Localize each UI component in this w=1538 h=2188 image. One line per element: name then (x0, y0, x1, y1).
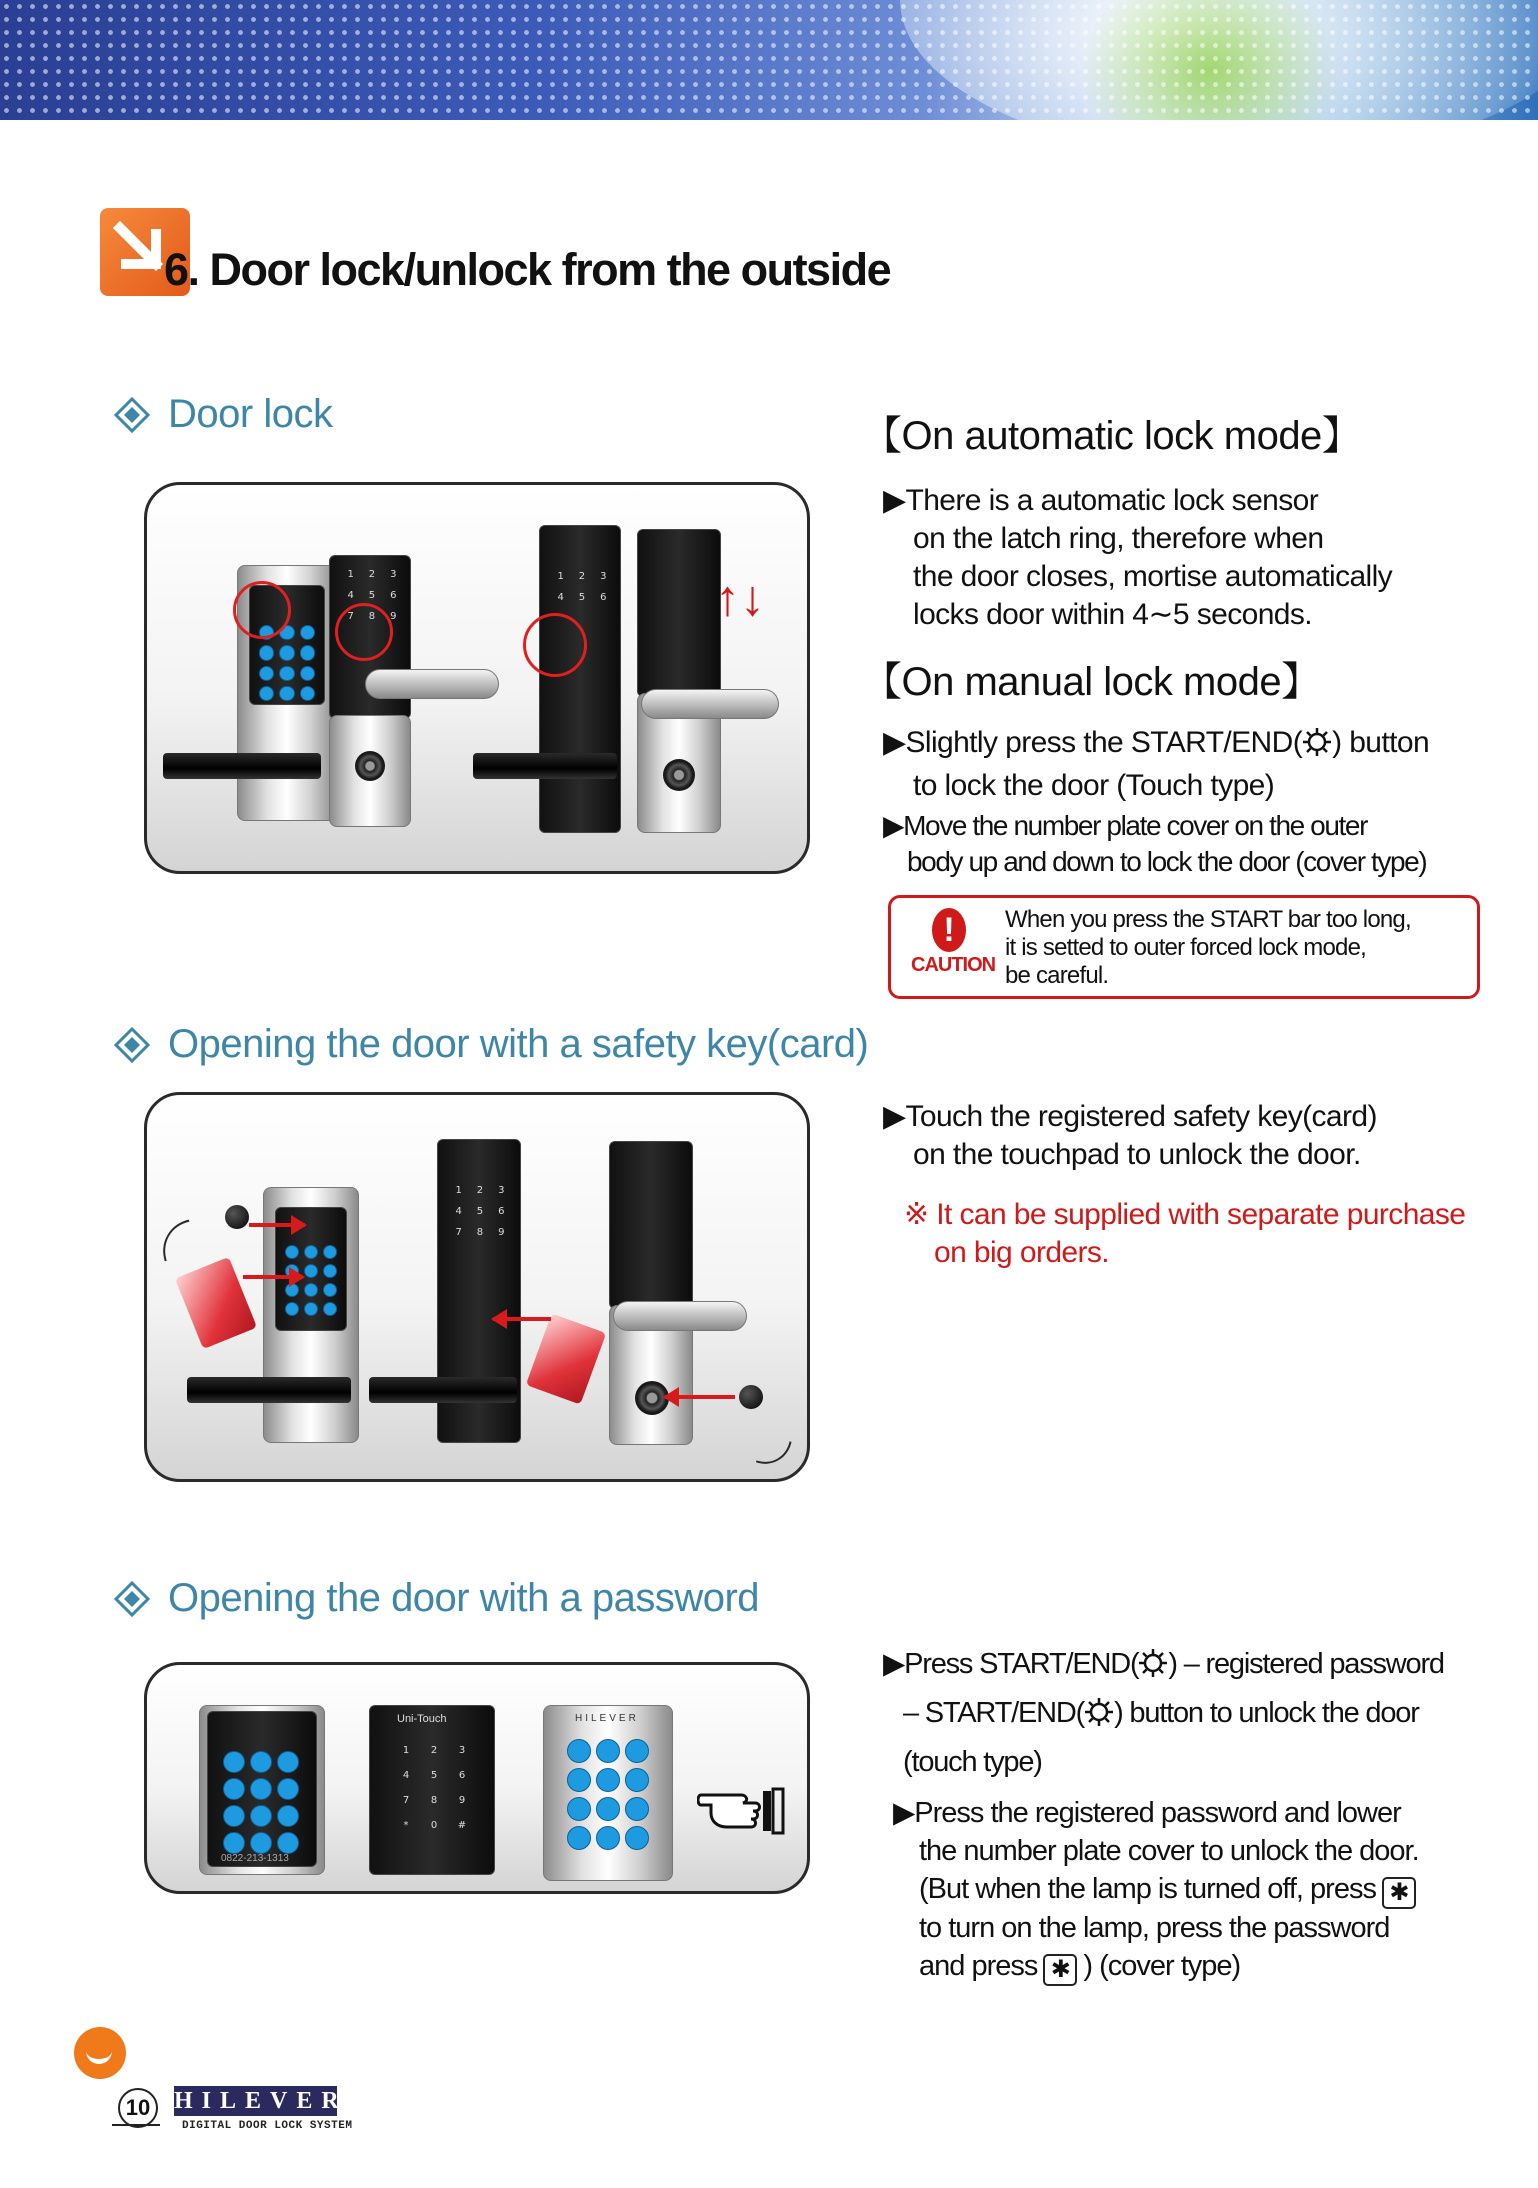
pointing-hand-icon (697, 1775, 787, 1840)
touch-keypad-long: 1 2 3 4 5 6 7 8 9 (455, 1185, 505, 1238)
red-arrow (665, 1395, 735, 1399)
diamond-icon (114, 1581, 150, 1617)
up-down-arrows-icon: ↑↓ (715, 570, 765, 626)
password-touch-text: ▶Press START/END( ) – registered password – START/END( ) button to unlock the door (touch type) (883, 1648, 1444, 1778)
password-photo-panel (144, 1662, 810, 1894)
section-heading-password: Opening the door with a password (114, 1576, 759, 1621)
lock-touch-silver (609, 1141, 693, 1309)
hilever-device-label: HILEVER (575, 1713, 639, 1724)
exclamation-icon: ! (932, 908, 966, 952)
star-key-icon: ✱ (1043, 1954, 1077, 1986)
key-fob (225, 1205, 249, 1229)
door-lock-photo-panel (144, 482, 810, 874)
safety-key-text: ▶Touch the registered safety key(card) on the touchpad to unlock the door. (883, 1100, 1377, 1171)
key-card (526, 1313, 606, 1404)
brand-logo: HILEVER (174, 2088, 348, 2114)
safety-key-photo-panel (144, 1092, 810, 1482)
star-key-icon: ✱ (1382, 1877, 1416, 1909)
password-cover-text: ▶Press the registered password and lower the number plate cover to unlock the door. (But when the lamp is turned off, press ✱ to turn on the lamp, press the password and press ✱ ) (cover type) (893, 1794, 1422, 1986)
red-arrow (243, 1275, 303, 1279)
footer-smile-icon (74, 2027, 126, 2079)
start-end-sun-icon (1302, 727, 1332, 767)
phone-label: 0822-213-1313 (221, 1853, 289, 1864)
red-arrow (249, 1223, 305, 1227)
page-number-underline (112, 2124, 160, 2126)
highlight-circle (335, 603, 393, 661)
start-end-sun-icon (1084, 1696, 1114, 1740)
brand-subtitle: DIGITAL DOOR LOCK SYSTEM (182, 2120, 353, 2132)
lever-handle (369, 1377, 517, 1403)
silver-handle (365, 669, 499, 699)
key-cylinder (663, 759, 695, 791)
lever-handle (187, 1377, 351, 1403)
section-heading-door-lock: Door lock (114, 392, 332, 437)
section-heading-safety-key: Opening the door with a safety key(card) (114, 1022, 868, 1067)
diamond-icon (114, 1027, 150, 1063)
start-end-sun-icon (1138, 1647, 1168, 1691)
touch-keypad: 1 2 3 4 5 6 7 8 9 (347, 569, 397, 622)
key-cylinder (355, 751, 385, 781)
highlight-circle (233, 581, 291, 639)
unitouch-label: Uni-Touch (397, 1713, 447, 1725)
safety-key-note: ※ It can be supplied with separate purchase on big orders. (904, 1198, 1466, 1269)
silver-handle (641, 689, 779, 719)
touch-keypad: 1 2 3 4 5 6 7 8 9 * 0 # (402, 1745, 467, 1831)
automatic-lock-text: ▶There is a automatic lock sensor on the latch ring, therefore when the door closes, mortise automatically locks door within 4∼5 seconds. (883, 484, 1393, 631)
red-arrow (493, 1317, 551, 1321)
caution-box (888, 895, 1480, 999)
keypad (567, 1739, 649, 1850)
manual-lock-touch-text: ▶Slightly press the START/END( ) button to lock the door (Touch type) (883, 726, 1430, 802)
lever-handle (163, 753, 321, 779)
keypad (223, 1751, 299, 1854)
caution-badge: ! CAUTION (911, 908, 987, 977)
silver-handle (613, 1301, 747, 1331)
header-banner (0, 0, 1538, 120)
manual-lock-heading: 【On manual lock mode】 (862, 660, 1321, 704)
page-title: 6. Door lock/unlock from the outside (164, 244, 891, 295)
lock-touch-silver (637, 529, 721, 697)
highlight-circle (523, 613, 587, 677)
page-number: 10 (118, 2088, 158, 2128)
manual-lock-cover-text: ▶Move the number plate cover on the outer body up and down to lock the door (cover type) (883, 810, 1427, 877)
automatic-lock-heading: 【On automatic lock mode】 (862, 414, 1362, 458)
touch-keypad-long: 1 2 3 4 5 6 (557, 571, 607, 603)
lever-handle (473, 753, 617, 779)
banner-dot-pattern (0, 0, 1538, 120)
diamond-icon (114, 397, 150, 433)
caution-text: When you press the START bar too long, it is setted to outer forced lock mode, be careful. (1005, 906, 1411, 989)
